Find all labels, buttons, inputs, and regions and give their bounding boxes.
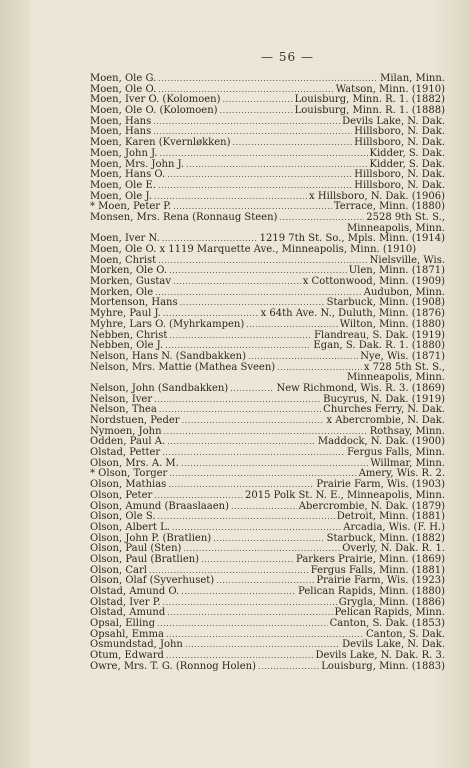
entry-place: Hillsboro, N. Dak. (354, 126, 445, 138)
entry-place: Wilton, Minn. (1880) (339, 318, 445, 330)
entry-name: Moen, John J. (90, 147, 158, 159)
dot-leader (231, 502, 297, 513)
entry-place: Fergus Falls, Minn. (1881) (310, 564, 445, 576)
dot-leader (220, 106, 293, 117)
directory-entry (90, 523, 445, 534)
entry-name: Moen, Christ (90, 254, 157, 266)
entry-place: Nye, Wis. (1871) (360, 350, 445, 362)
entry-name: Nelson, Mrs. Mattie (Mathea Sveen) (90, 361, 276, 373)
entry-place: Canton, S. Dak. (1853) (329, 618, 445, 630)
entry-place: Hillsboro, N. Dak. (354, 137, 445, 149)
entry-name: Moen, Karen (Kvernløkken) (90, 137, 231, 149)
entry-place: Churches Ferry, N. Dak. (323, 404, 445, 416)
entry-place: Amery, Wis. R. 2. (358, 468, 445, 480)
entry-name: Nelson, Thea (90, 404, 157, 416)
entry-place: Milan, Minn. (380, 73, 445, 84)
entry-place: Detroit, Minn. (1881) (336, 511, 445, 523)
dot-leader (167, 437, 316, 448)
entry-place: Pelican Rapids, Minn. (1880) (298, 586, 445, 597)
entry-name: Morken, Gustav (90, 276, 172, 288)
dot-leader (158, 512, 335, 523)
entry-place: Rothsay, Minn. (369, 425, 445, 437)
directory-entry (90, 352, 445, 363)
entry-name: Moen, Ole J. (90, 190, 152, 202)
dot-leader (154, 491, 243, 502)
entry-place: Devils Lake, N. Dak. (342, 115, 445, 127)
entry-place: Parkers Prairie, Minn. (1869) (296, 553, 445, 565)
entry-place: Abercrombie, N. Dak. (1879) (298, 500, 445, 512)
dot-leader (181, 459, 368, 470)
directory-entry (90, 662, 445, 673)
entry-place: x Hillsboro, N. Dak. (1906) (309, 190, 445, 202)
dot-leader (172, 523, 341, 534)
entry-place: 2015 Polk St. N. E., Minneapolis, Minn. (245, 489, 445, 501)
entry-place: Kidder, S. Dak. (369, 147, 445, 159)
entry-name: Mortenson, Hans (90, 297, 178, 309)
entry-name: Owre, Mrs. T. G. (Ronnog Holen) (90, 660, 257, 672)
entry-name: Olstad, Amund O. (90, 586, 180, 597)
dot-leader (169, 331, 312, 342)
entry-place: Maddock, N. Dak. (1900) (317, 436, 445, 448)
entry-name: Nebben, Ole J. (90, 340, 164, 352)
entry-name: Myhre, Lars O. (Myhrkampen) (90, 318, 245, 330)
dot-leader (163, 598, 337, 609)
entry-place: Audubon, Minn. (363, 286, 445, 298)
dot-leader (223, 95, 293, 106)
dot-leader (162, 448, 345, 459)
entry-place: Overly, N. Dak. R. 1. (342, 543, 445, 555)
entry-name: Olson, Mathias (90, 479, 167, 491)
dot-leader (159, 149, 367, 160)
entry-name: Nymoen, John (90, 425, 162, 437)
entry-place: x 64th Ave. N., Duluth, Minn. (1876) (260, 308, 445, 320)
dot-leader (158, 181, 352, 192)
entry-name: Moen, Mrs. John J. (90, 158, 184, 170)
entry-place: Hillsboro, N. Dak. (354, 179, 445, 191)
entry-name: Olson, Paul (Bratlien) (90, 553, 200, 565)
entry-name: Olson, Paul (Sten) (90, 543, 182, 555)
entry-name: Nordstuen, Peder (90, 415, 180, 426)
dot-leader (186, 160, 368, 171)
entry-place: x 728 5th St. S., (363, 361, 445, 373)
entry-name: Nelson, Iver (90, 393, 153, 405)
entry-place: Egan, S. Dak. R. 1. (1880) (313, 340, 445, 352)
directory-entry (90, 491, 445, 502)
entry-place: Devils Lake, N. Dak. (342, 639, 445, 651)
dot-leader (154, 395, 321, 406)
entry-name: Nelson, Hans N. (Sandbakken) (90, 350, 247, 362)
entry-name: Moen, Iver O. (Kolomoen) (90, 94, 221, 106)
entry-name: Monsen, Mrs. Rena (Ronnaug Steen) (90, 211, 278, 223)
page-gutter (0, 0, 30, 768)
directory-entry (90, 320, 445, 331)
directory-entry (90, 181, 445, 192)
entry-name: Olson, Mrs. A. M. (90, 457, 179, 469)
dot-leader (213, 534, 324, 545)
entry-place: Prairie Farm, Wis. (1923) (316, 575, 445, 587)
entry-place: Ulen, Minn. (1871) (348, 265, 445, 277)
entry-name: Myhre, Paul J. (90, 308, 161, 320)
entry-name: Opsal, Elling (90, 618, 155, 630)
entry-place: Willmar, Minn. (370, 457, 445, 469)
entry-name: Moen, Hans (90, 115, 152, 127)
entry-name: Moen, Ole O. x 1119 Marquette Ave., Minneapolis, Minn. (1910) (90, 244, 417, 255)
entry-place: Louisburg, Minn. R. 1. (1882) (294, 94, 445, 106)
entry-name: Olstad, Petter (90, 447, 161, 459)
entry-place: Starbuck, Minn. (1908) (326, 297, 445, 309)
entry-name: Olstad, Amund (90, 607, 166, 619)
dot-leader (153, 117, 340, 128)
entry-place: Fergus Falls, Minn. (347, 447, 445, 459)
entry-place: Minneapolis, Minn. (346, 222, 445, 234)
entry-place: Prairie Farm, Wis. (1903) (316, 479, 445, 491)
entry-name: Olson, Peter (90, 489, 153, 501)
entry-name: * Olson, Torger (90, 468, 168, 480)
entry-place: x Cottonwood, Minn. (1909) (302, 276, 445, 288)
entry-place: Canton, S. Dak. (366, 628, 445, 640)
entry-name: Moen, Hans O. (90, 169, 166, 181)
entry-place: Watson, Minn. (1910) (335, 83, 445, 95)
entry-name: Olson, Carl (90, 564, 147, 576)
entry-place: Grygla, Minn. (1886) (338, 596, 445, 608)
dot-leader (167, 170, 352, 181)
entry-place: Hillsboro, N. Dak. (354, 169, 445, 181)
entry-name: Moen, Ole O. (90, 83, 157, 95)
entry-place: 1219 7th St. So., Mpls. Minn. (1914) (259, 233, 445, 245)
dot-leader (173, 277, 301, 288)
dot-leader (201, 555, 294, 566)
entry-name: Nebben, Christ (90, 329, 168, 341)
entry-name: Olstad, Iver P. (90, 596, 161, 608)
entry-place: Flandreau, S. Dak. (1919) (314, 329, 445, 341)
entry-name: Opsahl, Emma (90, 628, 164, 640)
entry-place: Starbuck, Minn. (1882) (326, 532, 445, 544)
entry-place: Devils Lake, N. Dak. R. 3. (315, 650, 445, 662)
entry-place: Terrace, Minn. (1880) (333, 201, 445, 213)
entry-name: * Moen, Peter P. (90, 201, 172, 213)
entry-name: Morken, Ole (90, 286, 154, 298)
entry-name: Otum, Edward (90, 650, 164, 662)
entry-place: Arcadia, Wis. (F. H.) (343, 521, 445, 533)
entry-name: Olson, Albert L. (90, 521, 170, 533)
dot-leader (246, 320, 338, 331)
entry-place: Louisburg, Minn. R. 1. (1888) (294, 105, 445, 117)
entry-name: Morken, Ole O. (90, 265, 168, 277)
entry-place: New Richmond, Wis. R. 3. (1869) (276, 382, 445, 394)
entry-name: Odden, Paul A. (90, 436, 166, 448)
dot-leader (181, 587, 296, 598)
page-number: — 56 — (261, 50, 314, 64)
dot-leader (166, 630, 364, 641)
dot-leader (182, 416, 325, 427)
dot-leader (159, 405, 321, 416)
entry-place: Kidder, S. Dak. (369, 158, 445, 170)
entry-name: Osmundstad, John (90, 639, 183, 651)
entry-name: Moen, Ole E. (90, 179, 156, 191)
entry-name: Moen, Hans (90, 126, 152, 138)
entry-name: Moen, Ole O. (Kolomoen) (90, 105, 218, 117)
directory-entry (90, 149, 445, 160)
entry-place: Minneapolis, Minn. (346, 372, 445, 384)
entry-place: x Abercrombie, N. Dak. (326, 415, 445, 426)
entry-name: Olson, Amund (Braaslaaen) (90, 500, 229, 512)
dot-leader (258, 662, 319, 673)
entry-name: Olson, John P. (Bratlien) (90, 532, 212, 544)
dot-leader (232, 138, 352, 149)
entry-name: Moen, Iver N. (90, 233, 160, 245)
dot-leader (230, 384, 274, 395)
entry-place: 2528 9th St. S., (366, 211, 445, 223)
entry-place: Nielsville, Wis. (369, 254, 445, 266)
entry-place: Louisburg, Minn. (1883) (321, 660, 445, 672)
dot-leader (157, 619, 328, 630)
entry-name: Olson, Olaf (Syverhuset) (90, 575, 215, 587)
dot-leader (154, 192, 307, 203)
dot-leader (248, 352, 358, 363)
entry-place: Pelican Rapids, Minn. (334, 607, 445, 619)
entry-name: Olson, Ole S. (90, 511, 156, 523)
dot-leader (158, 256, 367, 267)
entry-name: Nelson, John (Sandbakken) (90, 382, 229, 394)
entry-list (90, 74, 445, 673)
entry-place: Bucyrus, N. Dak. (1919) (323, 393, 445, 405)
dot-leader (167, 608, 332, 619)
entry-name: Moen, Ole G. (90, 73, 157, 84)
